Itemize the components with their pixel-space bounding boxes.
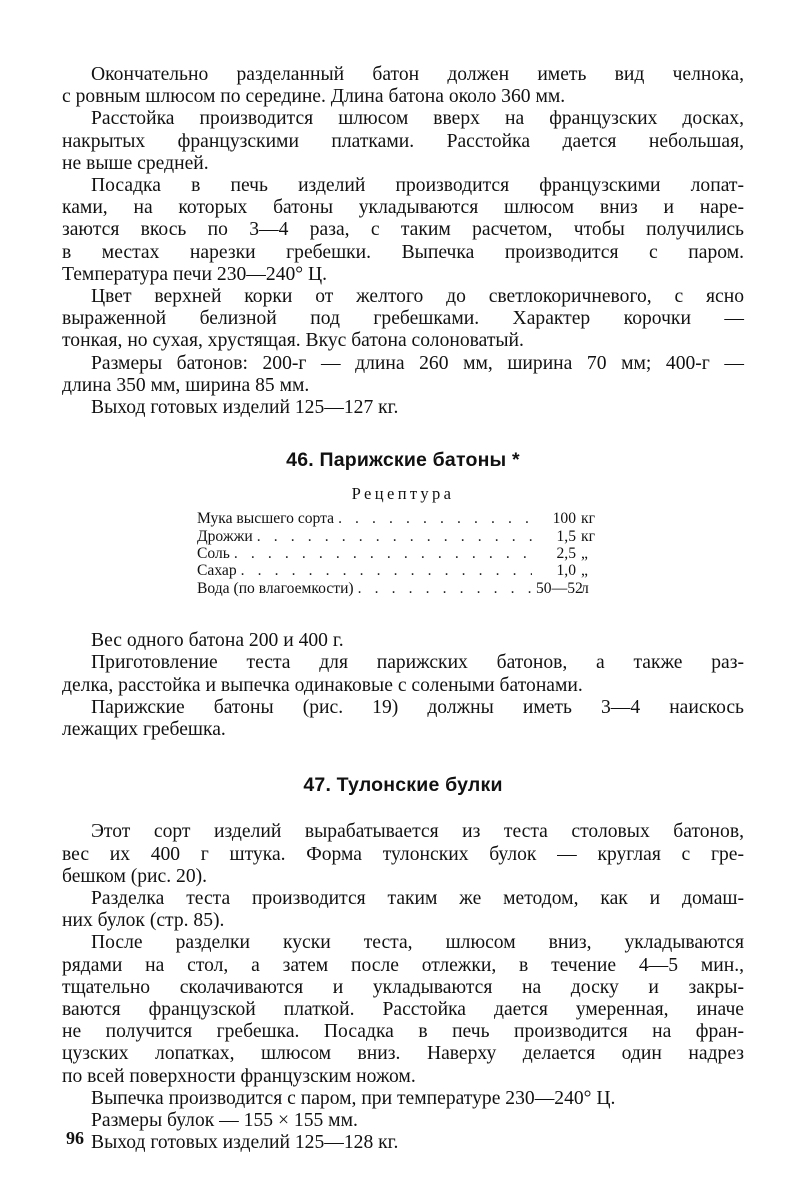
text-line: не получится гребешка. Посадка в печь производится на фран- bbox=[62, 1021, 744, 1043]
text-line: длина 350 мм, ширина 85 мм. bbox=[62, 374, 310, 396]
paragraph bbox=[62, 652, 744, 696]
paragraph bbox=[62, 64, 744, 108]
paragraph bbox=[62, 397, 744, 419]
ingredient-name: Дрожжи bbox=[197, 527, 253, 545]
ingredient-amount: 1,5 bbox=[556, 527, 576, 545]
text-line: Температура печи 230—240° Ц. bbox=[62, 263, 328, 285]
text-line: в местах нарезки гребешки. Выпечка производится с паром. bbox=[62, 241, 744, 263]
text-line: Выход готовых изделий 125—128 кг. bbox=[91, 1132, 399, 1154]
paragraph bbox=[62, 932, 744, 1087]
text-line: Вес одного батона 200 и 400 г. bbox=[91, 630, 344, 652]
ingredient-amount: 100 bbox=[552, 510, 576, 528]
dot-leader bbox=[234, 545, 532, 562]
ingredient-unit: „ bbox=[581, 562, 588, 580]
paragraph bbox=[62, 821, 744, 888]
ingredient-name: Вода (по влагоемкости) bbox=[197, 579, 354, 597]
paragraph bbox=[62, 630, 744, 652]
dot-leader bbox=[257, 528, 532, 545]
ingredient-unit: „ bbox=[581, 545, 588, 563]
text-line: не выше средней. bbox=[62, 152, 209, 174]
text-line: цузских лопатках, шлюсом вниз. Наверху делается один надрез bbox=[62, 1043, 744, 1065]
text-line: вес их 400 г штука. Форма тулонских булок — круглая с гре- bbox=[62, 843, 744, 865]
paragraph bbox=[62, 108, 744, 175]
text-line: рядами на стол, а затем после отлежки, в течение 4—5 мин., bbox=[62, 954, 744, 976]
ingredient-amount: 50—52 bbox=[536, 579, 583, 597]
ingredient-unit: кг bbox=[581, 527, 595, 545]
dot-leader bbox=[358, 580, 532, 597]
text-line: ками, на которых батоны укладываются шлюсом вниз и наре- bbox=[62, 197, 744, 219]
text-line: После разделки куски теста, шлюсом вниз, укладываются bbox=[91, 932, 744, 954]
text-line: делка, расстойка и выпечка одинаковые с солеными батонами. bbox=[62, 674, 583, 696]
page-number: 96 bbox=[66, 1128, 84, 1148]
ingredient-amount: 1,0 bbox=[556, 562, 576, 580]
paragraph bbox=[62, 1132, 744, 1154]
text-line: лежащих гребешка. bbox=[62, 719, 226, 741]
text-line: заются вкось по 3—4 раза, с таким расчетом, чтобы получились bbox=[62, 219, 744, 241]
text-line: по всей поверхности французским ножом. bbox=[62, 1065, 416, 1087]
recipe-row bbox=[197, 528, 605, 545]
ingredient-name: Мука высшего сорта bbox=[197, 510, 335, 528]
paragraph bbox=[62, 286, 744, 353]
dot-leader bbox=[241, 562, 532, 579]
text-line: тонкая, но сухая, хрустящая. Вкус батона солоноватый. bbox=[62, 330, 524, 352]
text-line: выраженной белизной под гребешками. Характер корочки — bbox=[62, 308, 744, 330]
ingredient-unit: л bbox=[581, 579, 589, 597]
text-line: Этот сорт изделий вырабатывается из теста столовых батонов, bbox=[91, 821, 744, 843]
text-line: бешком (рис. 20). bbox=[62, 865, 208, 887]
paragraph bbox=[62, 1110, 744, 1132]
text-line: накрытых французскими платками. Расстойка дается небольшая, bbox=[62, 130, 744, 152]
text-line: Приготовление теста для парижских батонов, а также раз- bbox=[91, 652, 744, 674]
text-line: Расстойка производится шлюсом вверх на французских досках, bbox=[91, 108, 744, 130]
recipe-row bbox=[197, 562, 605, 579]
ingredient-unit: кг bbox=[581, 510, 595, 528]
dot-leader bbox=[338, 510, 532, 527]
paragraph bbox=[62, 353, 744, 397]
text-line: Выход готовых изделий 125—127 кг. bbox=[91, 397, 399, 419]
paragraph bbox=[62, 1088, 744, 1110]
text-line: Разделка теста производится таким же методом, как и домаш- bbox=[91, 887, 744, 909]
recipe-row bbox=[197, 545, 605, 562]
text-line: Размеры батонов: 200-г — длина 260 мм, ширина 70 мм; 400-г — bbox=[91, 352, 744, 374]
recipe-row bbox=[197, 510, 605, 527]
text-line: Парижские батоны (рис. 19) должны иметь 3—4 наискось bbox=[91, 696, 744, 718]
ingredient-name: Сахар bbox=[197, 562, 237, 580]
recipe-table bbox=[197, 510, 605, 597]
recipe-row bbox=[197, 580, 605, 597]
text-line: Окончательно разделанный батон должен иметь вид челнока, bbox=[91, 64, 744, 85]
paragraph bbox=[62, 888, 744, 932]
section-heading-47: 47. Тулонские булки bbox=[303, 774, 503, 797]
text-line: ваются французской платкой. Расстойка дается умеренная, иначе bbox=[62, 998, 744, 1020]
text-line: Цвет верхней корки от желтого до светлокоричневого, с ясно bbox=[91, 286, 744, 308]
section-heading-46: 46. Парижские батоны * bbox=[286, 449, 520, 472]
paragraph bbox=[62, 175, 744, 286]
ingredient-amount: 2,5 bbox=[556, 545, 576, 563]
paragraph bbox=[62, 697, 744, 741]
page-body bbox=[62, 64, 744, 1154]
ingredient-name: Соль bbox=[197, 545, 230, 563]
text-line: тщательно сколачиваются и укладываются на доску и закры- bbox=[62, 976, 744, 998]
text-line: них булок (стр. 85). bbox=[62, 910, 225, 932]
text-line: Выпечка производится с паром, при температуре 230—240° Ц. bbox=[91, 1087, 616, 1109]
text-line: Размеры булок — 155 × 155 мм. bbox=[91, 1109, 358, 1131]
text-line: Посадка в печь изделий производится французскими лопат- bbox=[91, 175, 744, 197]
recipe-subheading: Рецептура bbox=[351, 484, 455, 504]
text-line: с ровным шлюсом по середине. Длина батона около 360 мм. bbox=[62, 86, 566, 108]
